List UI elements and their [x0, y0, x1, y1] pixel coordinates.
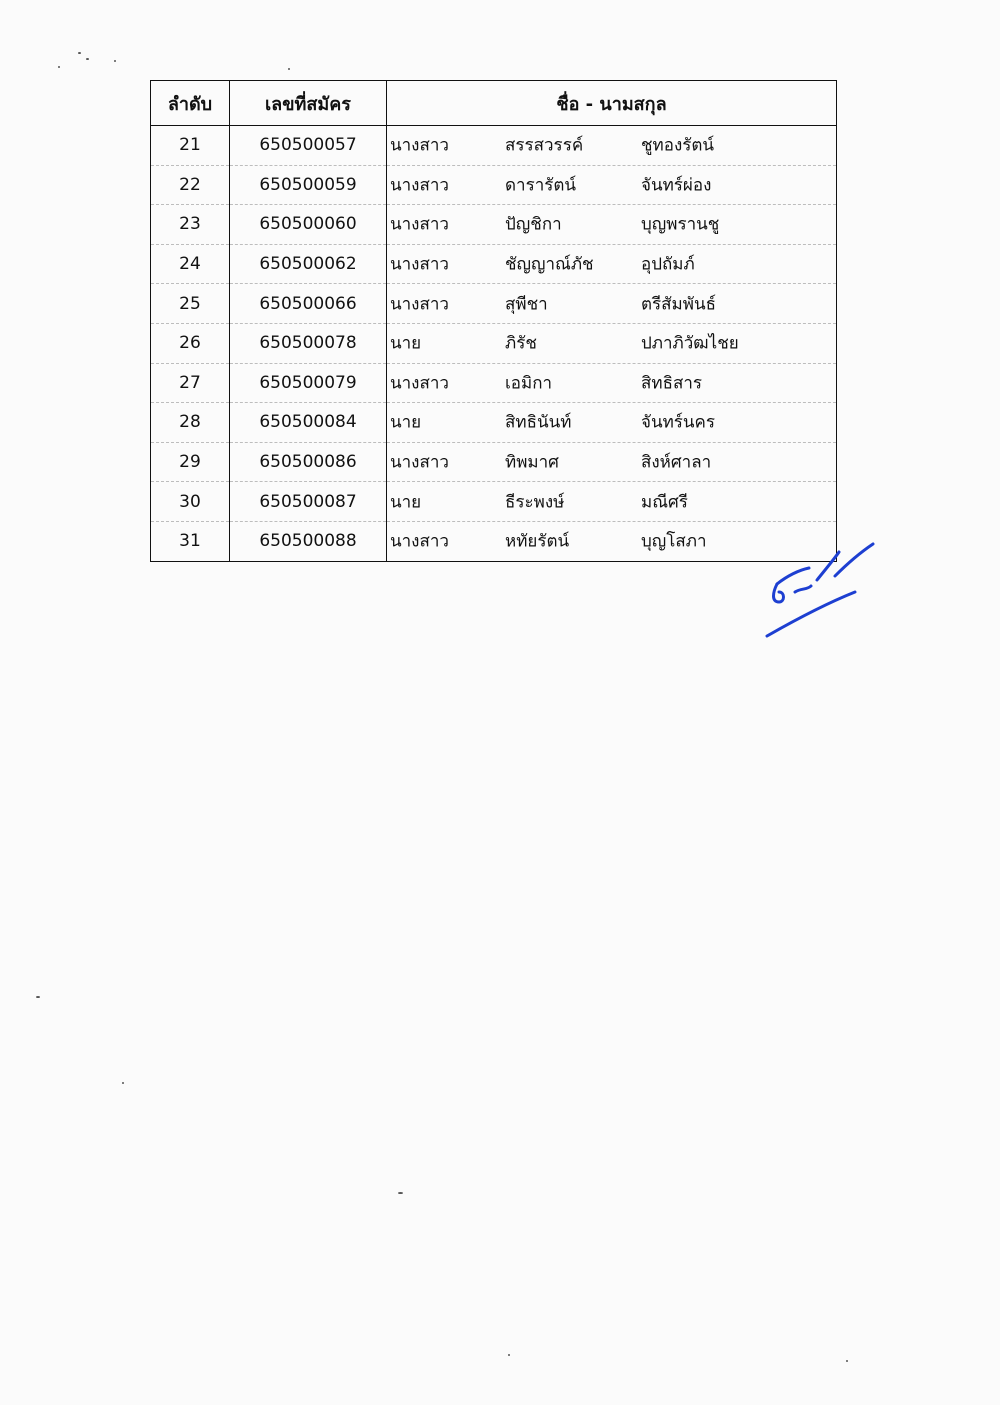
first-name: ธีระพงษ์: [505, 492, 565, 513]
last-name: จันทร์ผ่อง: [641, 175, 712, 196]
cell-application-no: 650500057: [230, 126, 387, 166]
name-title: นางสาว: [390, 135, 449, 156]
table-row: [151, 244, 837, 284]
first-name: ปัญชิกา: [505, 214, 562, 235]
name-title: นางสาว: [390, 214, 449, 235]
cell-full-name: [387, 284, 837, 324]
cell-seq: 26: [151, 323, 230, 363]
cell-full-name: [387, 126, 837, 166]
cell-full-name: [387, 442, 837, 482]
cell-application-no: 650500087: [230, 482, 387, 522]
first-name: สรรสวรรค์: [505, 135, 584, 156]
applicant-table: [150, 80, 837, 562]
cell-application-no: 650500084: [230, 403, 387, 443]
last-name: อุปถัมภ์: [641, 254, 695, 275]
scan-speck: [78, 52, 81, 54]
table-row: [151, 442, 837, 482]
name-title: นางสาว: [390, 254, 449, 275]
scan-speck: [122, 1082, 124, 1084]
cell-seq: 21: [151, 126, 230, 166]
cell-application-no: 650500086: [230, 442, 387, 482]
last-name: สิงห์ศาลา: [641, 452, 712, 473]
table-row: [151, 403, 837, 443]
cell-seq: 27: [151, 363, 230, 403]
first-name: เอมิกา: [505, 373, 553, 394]
cell-full-name: [387, 244, 837, 284]
name-title: นางสาว: [390, 175, 449, 196]
scan-speck: [58, 66, 60, 68]
last-name: ชูทองรัตน์: [641, 135, 715, 156]
scan-speck: [846, 1360, 848, 1362]
cell-full-name: [387, 482, 837, 522]
cell-application-no: 650500062: [230, 244, 387, 284]
name-title: นางสาว: [390, 452, 449, 473]
cell-seq: 24: [151, 244, 230, 284]
cell-seq: 31: [151, 521, 230, 561]
table-row: [151, 165, 837, 205]
scan-speck: [36, 996, 40, 998]
name-title: นาย: [390, 412, 422, 433]
scan-speck: [288, 68, 290, 70]
cell-full-name: [387, 205, 837, 245]
last-name: จันทร์นคร: [641, 412, 716, 433]
cell-seq: 28: [151, 403, 230, 443]
cell-full-name: [387, 165, 837, 205]
table-row: [151, 126, 837, 166]
table-row: [151, 205, 837, 245]
cell-seq: 22: [151, 165, 230, 205]
name-title: นาย: [390, 492, 422, 513]
last-name: สิทธิสาร: [641, 373, 703, 394]
cell-application-no: 650500060: [230, 205, 387, 245]
first-name: ชัญญาณ์ภัช: [505, 254, 594, 275]
cell-application-no: 650500059: [230, 165, 387, 205]
header-full-name: ชื่อ - นามสกุล: [387, 81, 837, 126]
scan-speck: [114, 60, 116, 62]
last-name: ตรีสัมพันธ์: [641, 294, 716, 315]
cell-application-no: 650500078: [230, 323, 387, 363]
table-row: [151, 363, 837, 403]
header-application-no: เลขที่สมัคร: [230, 81, 387, 126]
name-title: นางสาว: [390, 294, 449, 315]
first-name: ทิพมาศ: [505, 452, 559, 473]
cell-full-name: [387, 323, 837, 363]
first-name: สิทธินันท์: [505, 412, 572, 433]
table-body: [151, 126, 837, 562]
table-row: [151, 284, 837, 324]
last-name: มณีศรี: [641, 492, 688, 513]
last-name: บุญโสภา: [641, 531, 707, 552]
header-seq: ลำดับ: [151, 81, 230, 126]
table-row: [151, 521, 837, 561]
cell-application-no: 650500079: [230, 363, 387, 403]
cell-seq: 23: [151, 205, 230, 245]
name-title: นางสาว: [390, 531, 449, 552]
last-name: ปภาภิวัฒไชย: [641, 333, 739, 354]
cell-full-name: [387, 363, 837, 403]
first-name: ดารารัตน์: [505, 175, 577, 196]
cell-seq: 25: [151, 284, 230, 324]
cell-seq: 29: [151, 442, 230, 482]
last-name: บุญพรานชู: [641, 214, 720, 235]
scan-speck: [86, 58, 89, 60]
scan-speck: [398, 1192, 403, 1194]
first-name: ภิรัช: [505, 333, 537, 354]
cell-application-no: 650500088: [230, 521, 387, 561]
cell-application-no: 650500066: [230, 284, 387, 324]
scan-speck: [508, 1354, 510, 1356]
signature-image: [755, 540, 885, 645]
first-name: สุพีชา: [505, 294, 548, 315]
name-title: นาย: [390, 333, 422, 354]
cell-seq: 30: [151, 482, 230, 522]
table-header: [151, 81, 837, 126]
cell-full-name: [387, 403, 837, 443]
table-row: [151, 323, 837, 363]
table-row: [151, 482, 837, 522]
first-name: หทัยรัตน์: [505, 531, 570, 552]
name-title: นางสาว: [390, 373, 449, 394]
